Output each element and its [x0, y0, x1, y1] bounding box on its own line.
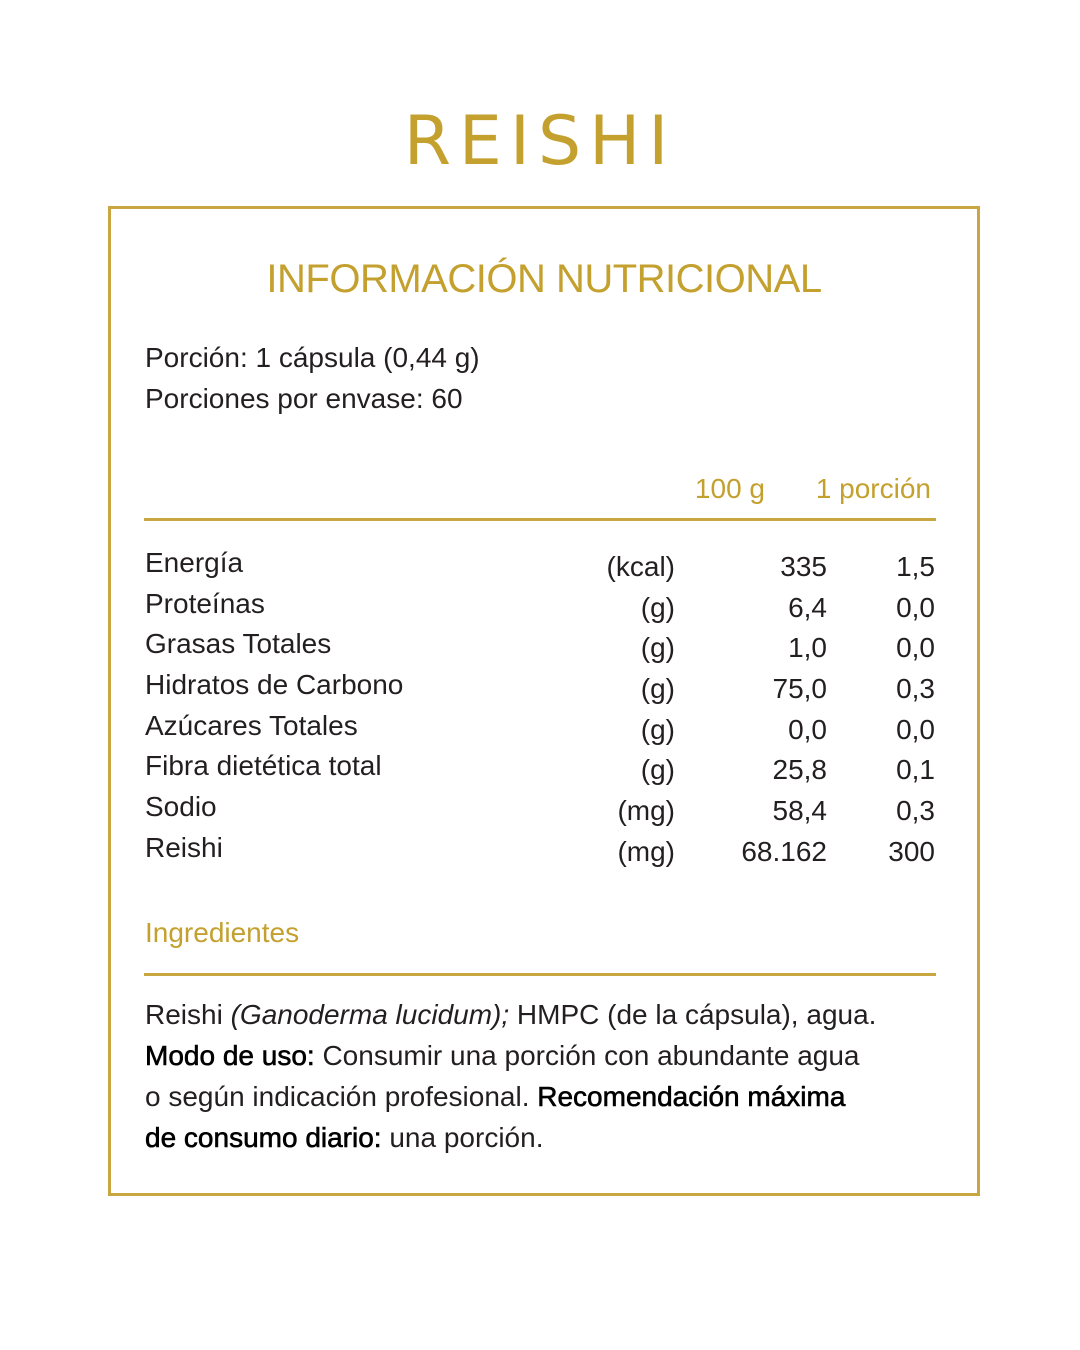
usage-text-2: o según indicación profesional.: [145, 1081, 538, 1112]
header-divider: [144, 518, 936, 521]
nutrient-unit: (mg): [617, 835, 675, 867]
nutrient-unit: (g): [640, 673, 675, 705]
usage-text-1: Consumir una porción con abundante agua: [314, 1040, 860, 1071]
value-portion: 0,3: [896, 795, 935, 827]
nutrient-name: Reishi: [145, 831, 223, 863]
nutrient-name: Azúcares Totales: [145, 709, 358, 741]
usage-line-3: [145, 1117, 955, 1158]
nutrient-unit: (kcal): [606, 551, 675, 582]
usage-label: Modo de uso:: [145, 1040, 315, 1071]
table-row: [145, 832, 935, 873]
nutrient-unit: (g): [640, 713, 675, 745]
panel-title: INFORMACIÓN NUTRICIONAL: [266, 257, 822, 301]
nutrition-panel: [108, 206, 980, 1196]
nutrient-name: Grasas Totales: [145, 628, 332, 660]
value-100g: 58,4: [772, 795, 827, 827]
nutrient-name: Energía: [145, 547, 244, 578]
table-row: [145, 750, 935, 791]
usage-line-1: [145, 1035, 955, 1076]
value-100g: 25,8: [772, 754, 827, 786]
table-row: [145, 547, 935, 588]
column-header-portion: 1 porción: [815, 473, 931, 504]
ingredients-line-1: [145, 994, 955, 1035]
nutrient-name: Proteínas: [145, 587, 265, 619]
table-row: [145, 710, 935, 751]
value-portion: 0,0: [896, 632, 935, 664]
usage-line-2: [145, 1076, 955, 1117]
nutrient-name: Sodio: [145, 791, 217, 823]
nutrient-unit: (g): [640, 754, 675, 786]
max-intake-label-2: de consumo diario:: [145, 1122, 382, 1153]
serving-info: [145, 337, 480, 419]
max-intake-label-1: Recomendación máxima: [537, 1081, 846, 1112]
value-100g: 335: [780, 551, 827, 582]
nutrient-name: Hidratos de Carbono: [145, 669, 404, 701]
nutrient-unit: (g): [640, 632, 675, 664]
value-portion: 1,5: [896, 551, 935, 582]
value-portion: 0,0: [896, 713, 935, 745]
ingredients-part-1: Reishi: [145, 999, 231, 1030]
value-portion: 0,1: [896, 754, 935, 786]
serving-size: Porción: 1 cápsula (0,44 g): [145, 342, 480, 373]
table-row: [145, 588, 935, 629]
value-100g: 0,0: [788, 713, 827, 745]
table-row: [145, 669, 935, 710]
value-portion: 0,3: [896, 673, 935, 705]
ingredients-title: Ingredientes: [145, 917, 300, 948]
ingredients-scientific-name: (Ganoderma lucidum);: [230, 999, 510, 1030]
ingredients-part-2: HMPC (de la cápsula), agua.: [509, 999, 877, 1030]
value-100g: 1,0: [788, 632, 827, 664]
ingredients-text: [145, 994, 955, 1158]
table-row: [145, 791, 935, 832]
max-intake-text: una porción.: [381, 1122, 544, 1153]
nutrient-unit: (g): [640, 591, 675, 623]
value-100g: 75,0: [772, 673, 827, 705]
value-portion: 300: [888, 835, 935, 867]
value-100g: 68.162: [741, 835, 827, 867]
nutrient-unit: (mg): [617, 795, 675, 827]
servings-per-container: Porciones por envase: 60: [145, 383, 463, 414]
table-row: [145, 628, 935, 669]
column-header-100g: 100 g: [694, 473, 765, 504]
product-title: REISHI: [403, 102, 677, 181]
value-100g: 6,4: [788, 591, 827, 623]
ingredients-divider: [144, 973, 936, 976]
value-portion: 0,0: [896, 591, 935, 623]
nutrient-name: Fibra dietética total: [145, 750, 382, 782]
nutrition-table: [145, 547, 935, 873]
